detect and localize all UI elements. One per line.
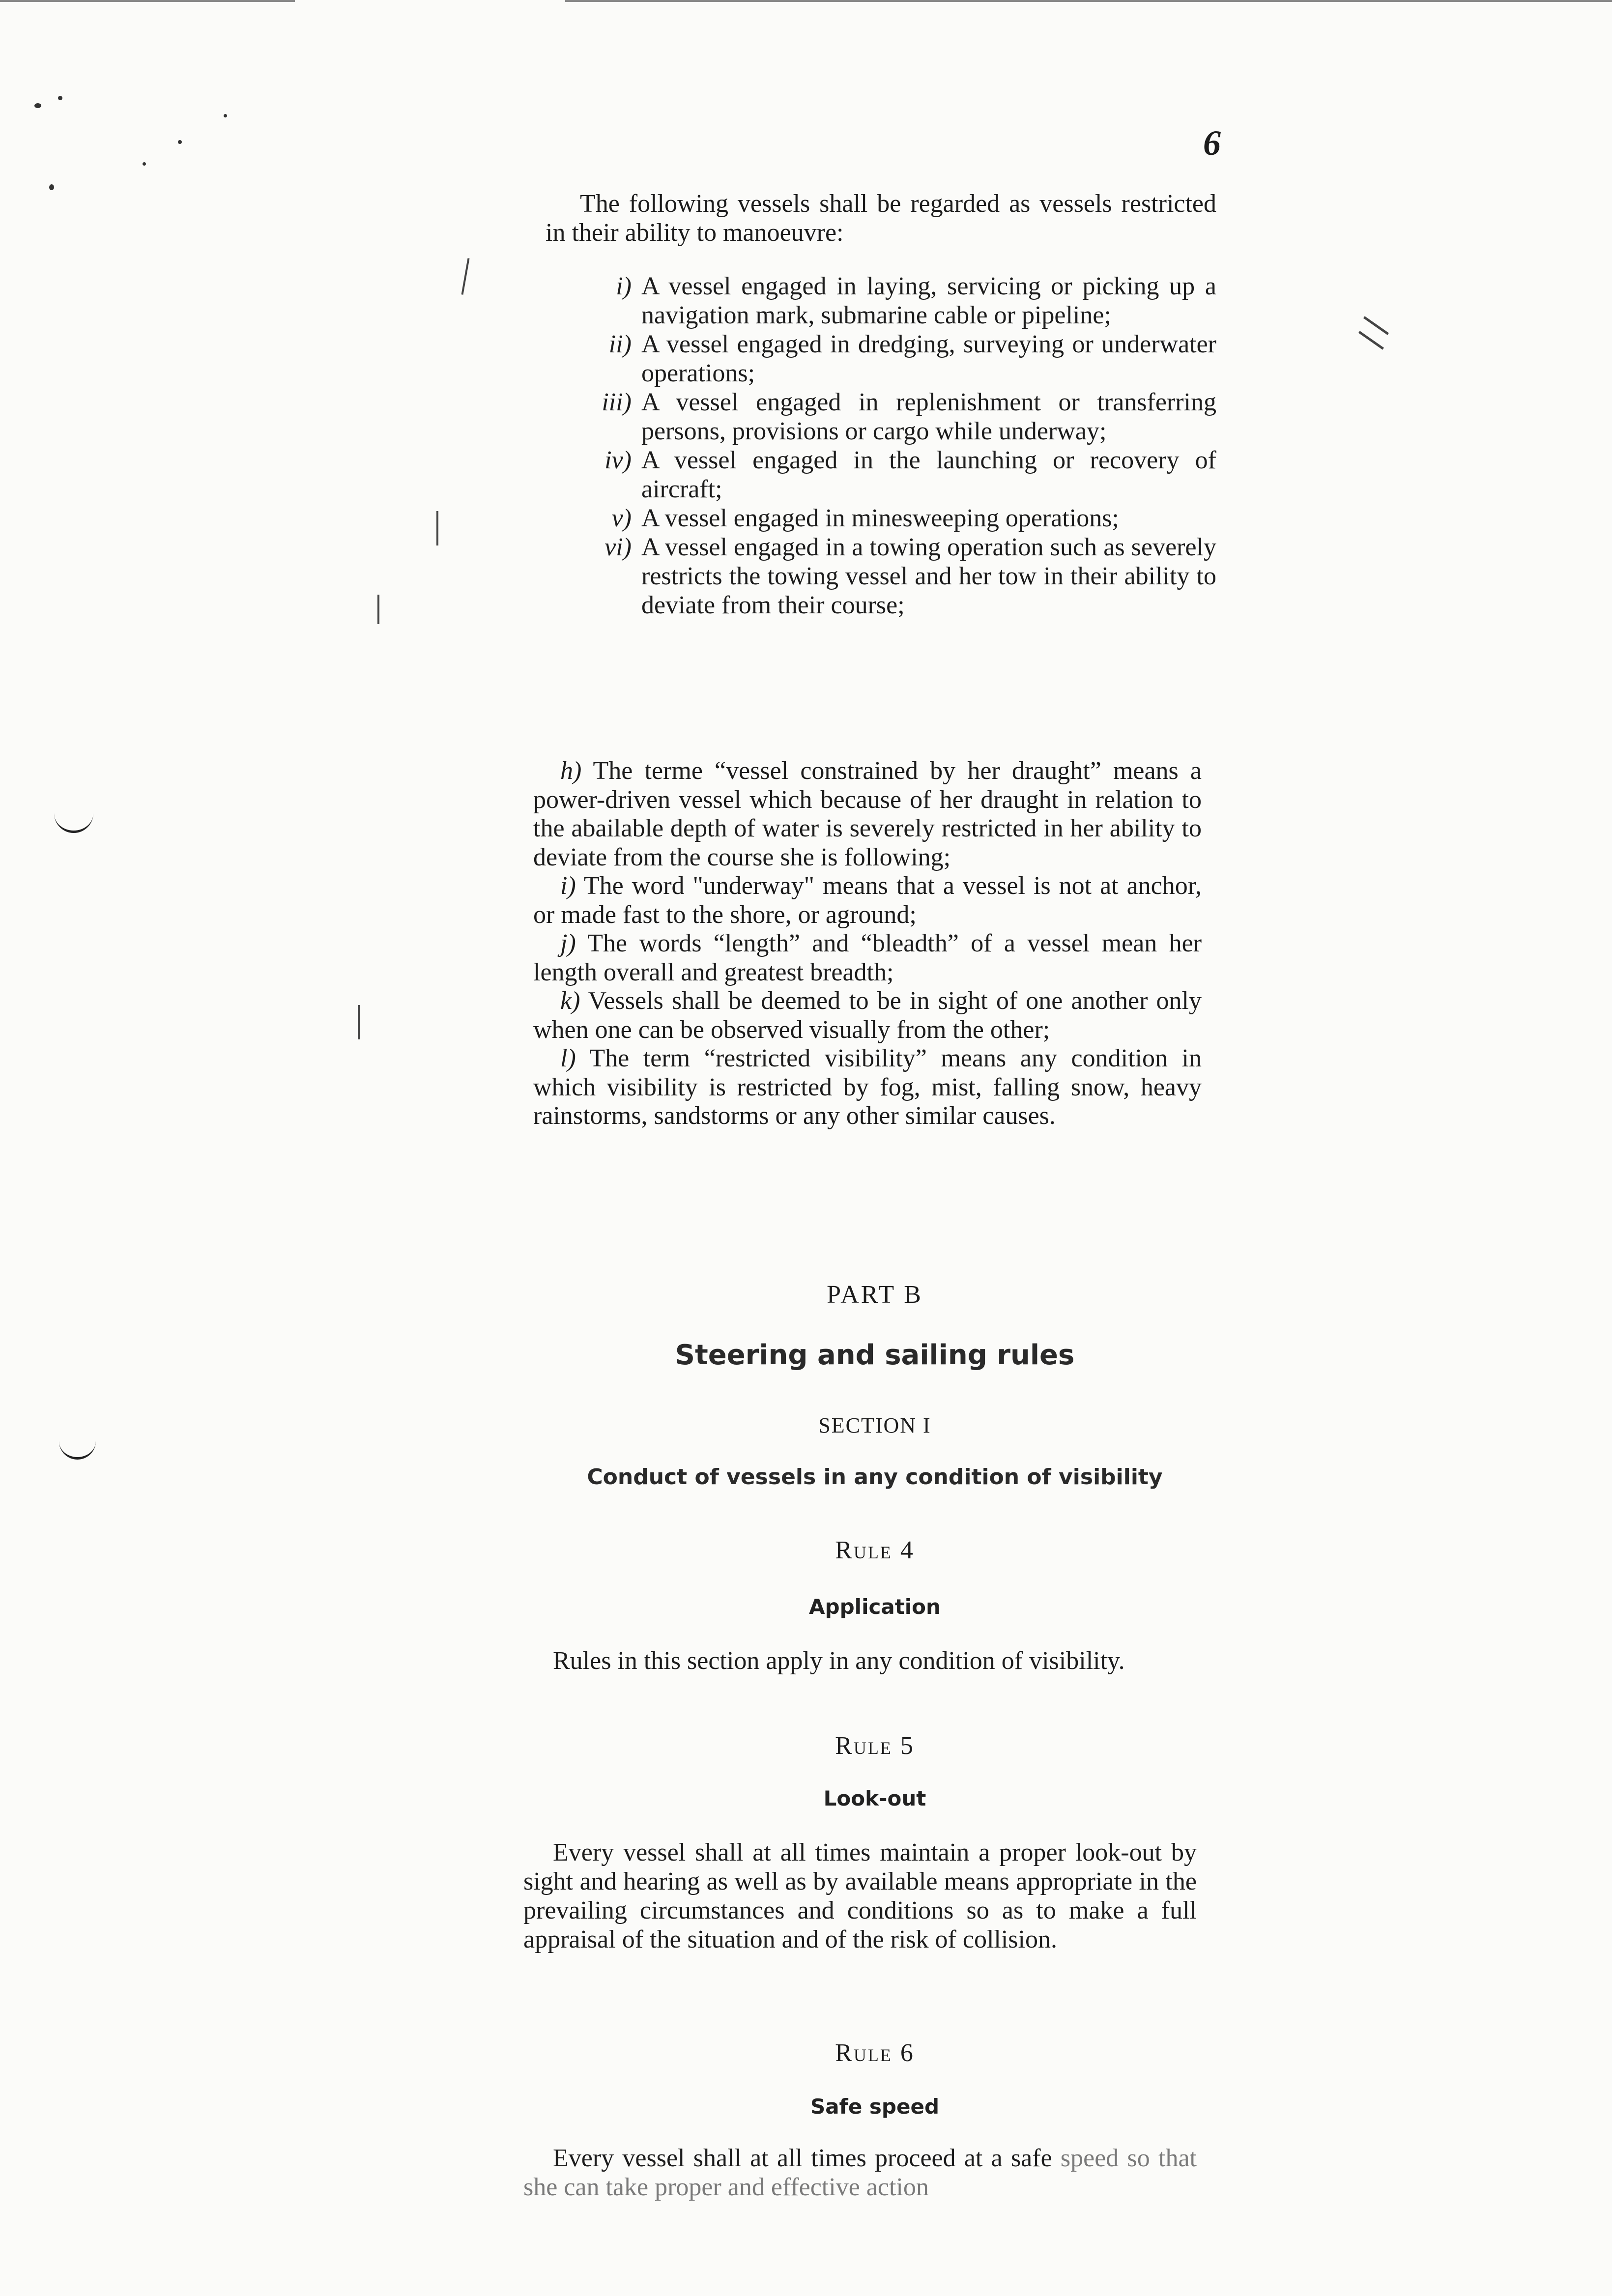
list-item (585, 330, 1216, 388)
section-heading: SECTION I (818, 1413, 931, 1437)
part-heading: PART B (827, 1281, 923, 1309)
scan-curl-mark (54, 806, 93, 833)
list-item-number: v) (611, 504, 632, 532)
definition-paragraph (533, 987, 1202, 1044)
scan-mark (358, 1005, 360, 1039)
top-edge-line (0, 0, 295, 2)
list-item-number: i) (616, 272, 632, 300)
definition-letter: j) (560, 929, 576, 957)
list-item-text: A vessel engaged in dredging, surveying or underwater operations; (641, 330, 1216, 387)
rule-title: Look-out (823, 1786, 926, 1810)
list-item-text: A vessel engaged in a towing operation such as severely restricts the towing vessel and her tow in their ability to deviate from their course; (641, 533, 1216, 619)
scan-speck (49, 184, 54, 190)
list-item (585, 504, 1216, 533)
definition-paragraph (533, 757, 1202, 872)
list-item-number: vi) (604, 533, 632, 561)
scan-speck (58, 96, 62, 100)
list-item-number: ii) (608, 330, 632, 358)
rule-text-faded-line: speed so that she can take proper and effective action (523, 2144, 1197, 2201)
definition-text: The words “length” and “bleadth” of a vessel mean her length overall and greatest breadth; (533, 929, 1202, 986)
list-item-text: A vessel engaged in minesweeping operations; (641, 504, 1119, 532)
list-item (585, 533, 1216, 620)
definition-letter: i) (560, 872, 576, 900)
rule-heading: Rule 6 (835, 2039, 915, 2067)
definition-letter: k) (560, 987, 580, 1015)
part-title: Steering and sailing rules (675, 1339, 1075, 1371)
definition-text: The term “restricted visibility” means any condition in which visibility is restricted by fog, mist, falling snow, heavy rainstorms, sandstorms or any other similar causes. (533, 1044, 1202, 1130)
scan-mark (377, 595, 379, 624)
list-item-number: iv) (604, 446, 632, 474)
top-edge-line (565, 0, 1612, 2)
scan-mark (1358, 331, 1384, 350)
definition-text: The word "underway" means that a vessel is not at anchor, or made fast to the shore, or aground; (533, 872, 1202, 929)
intro-paragraph: The following vessels shall be regarded as vessels restricted in their ability to manoeuvre: (546, 190, 1216, 247)
scan-speck (143, 162, 146, 166)
page-number: 6 (1203, 123, 1221, 163)
definition-paragraph (533, 872, 1202, 929)
rule-text: Every vessel shall at all times maintain a proper look-out by sight and hearing as well as by available means appropriate in the prevailing circumstances and conditions so as to make a full appraisal of the situation and of the risk of collision. (523, 1838, 1197, 1953)
list-item-text: A vessel engaged in laying, servicing or picking up a navigation mark, submarine cable or pipeline; (641, 272, 1216, 329)
rule-title: Safe speed (810, 2095, 940, 2119)
list-item-text: A vessel engaged in replenishment or transferring persons, provisions or cargo while underway; (641, 388, 1216, 445)
definition-paragraph (533, 929, 1202, 987)
definition-text: The terme “vessel constrained by her draught” means a power-driven vessel which because of her draught in relation to the abailable depth of water is severely restricted in her ability to deviate from the course she is following; (533, 757, 1202, 871)
section-title: Conduct of vessels in any condition of visibility (587, 1464, 1163, 1490)
rule-text (523, 2144, 1197, 2202)
scan-mark (436, 511, 438, 545)
rule-title: Application (809, 1595, 941, 1619)
list-item-text: A vessel engaged in the launching or recovery of aircraft; (641, 446, 1216, 503)
rule-text-line: Every vessel shall at all times proceed at a safe (553, 2144, 1052, 2172)
scan-speck (34, 103, 41, 108)
manoeuvre-list (585, 272, 1216, 620)
definition-letter: l) (560, 1044, 576, 1072)
list-item (585, 388, 1216, 446)
list-item (585, 446, 1216, 504)
definitions (533, 757, 1202, 1131)
scan-speck (178, 140, 182, 144)
scan-mark (461, 258, 470, 295)
definition-paragraph (533, 1044, 1202, 1131)
scan-speck (224, 114, 227, 117)
rule-heading: Rule 5 (835, 1732, 915, 1760)
scan-curl-mark (59, 1435, 96, 1460)
list-item (585, 272, 1216, 330)
rule-text: Rules in this section apply in any condition of visibility. (553, 1647, 1125, 1675)
list-item-number: iii) (602, 388, 632, 416)
scan-mark (1363, 316, 1389, 335)
definition-text: Vessels shall be deemed to be in sight of one another only when one can be observed visually from the other; (533, 987, 1202, 1044)
definition-letter: h) (560, 757, 582, 785)
rule-heading: Rule 4 (835, 1536, 915, 1564)
